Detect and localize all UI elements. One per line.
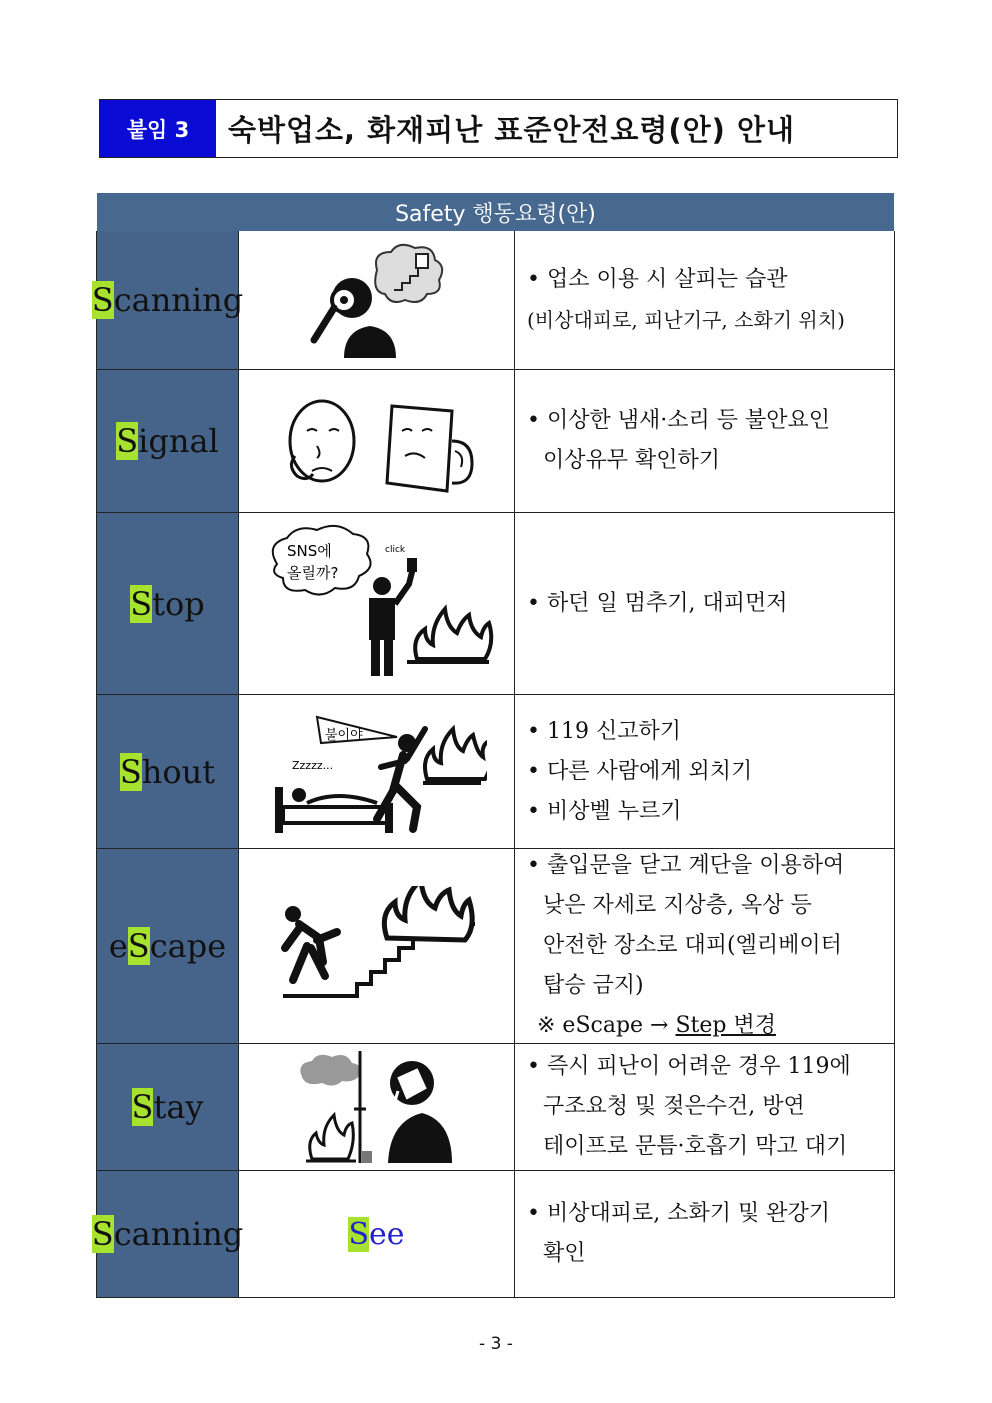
wet-towel-wait-icon [292, 1047, 462, 1167]
stay-illustration [239, 1044, 515, 1170]
step-name [97, 513, 239, 694]
step-initial: S [131, 1088, 154, 1126]
description-line: • 즉시 피난이 어려운 경우 119에 [527, 1054, 851, 1079]
step-rest: ignal [138, 422, 219, 460]
step-initial: S [116, 422, 139, 460]
description-line: 테이프로 문틈·호흡기 막고 대기 [543, 1134, 848, 1159]
step-initial: S [119, 752, 142, 791]
bubble-line-2: 올릴까? [286, 563, 338, 582]
step-initial: S [127, 927, 150, 965]
note-prefix: ※ eScape → [537, 1013, 676, 1038]
shout-bubble-text: 불이야 [324, 727, 363, 743]
description-line: 이상유무 확인하기 [543, 448, 721, 473]
page-number: - 3 - [479, 1334, 513, 1354]
description-line: • 비상대피로, 소화기 및 완강기 [527, 1201, 830, 1226]
step-rest: canning [113, 1215, 244, 1253]
table-row [96, 370, 895, 513]
scanning-illustration [239, 231, 515, 369]
see-initial: S [348, 1216, 370, 1252]
phone-person-fire-icon [257, 524, 497, 684]
table-row [96, 513, 895, 695]
description-line: 안전한 장소로 대피(엘리베이터 [543, 933, 842, 958]
description-line: • 이상한 냄새·소리 등 불안요인 [527, 408, 830, 433]
step-rest: tay [153, 1088, 204, 1126]
table-row [96, 1044, 895, 1171]
see-rest: ee [369, 1216, 405, 1252]
description-line: 탑승 금지) [543, 973, 644, 998]
step-initial: S [91, 281, 114, 319]
title-box [99, 99, 898, 158]
description-line: • 출입문을 닫고 계단을 이용하여 [527, 853, 845, 878]
escape-note [527, 1006, 884, 1046]
step-initial: S [130, 584, 153, 623]
shout-illustration [239, 695, 515, 848]
attachment-tag: 붙임 3 [100, 100, 216, 157]
step-description [515, 231, 894, 369]
table-row [96, 695, 895, 849]
step-description [515, 695, 894, 848]
step-rest: canning [113, 281, 244, 319]
description-line: 구조요청 및 젖은수건, 방연 [543, 1094, 805, 1119]
description-line: (비상대피로, 피난기구, 소화기 위치) [527, 308, 845, 332]
step-name [97, 695, 239, 848]
sleep-text: Zzzzz... [291, 758, 333, 772]
step-description [515, 1044, 894, 1170]
step-name [91, 1171, 244, 1297]
step-description [515, 370, 894, 512]
step-description [515, 513, 894, 694]
page-title: 숙박업소, 화재피난 표준안전요령(안) 안내 [228, 113, 796, 147]
description-line: 낮은 자세로 지상층, 옥상 등 [543, 893, 812, 918]
step-rest: cape [149, 927, 227, 965]
description-line: • 업소 이용 시 살피는 습관 [527, 267, 788, 292]
step-name [91, 231, 244, 369]
step-name [97, 1044, 239, 1170]
table-row [96, 849, 895, 1044]
step-rest: hout [141, 752, 216, 791]
stop-illustration [239, 513, 515, 694]
step-rest: top [152, 584, 205, 623]
table-header: Safety 행동요령(안) [97, 193, 894, 231]
step-name [97, 849, 239, 1043]
description-line: 확인 [543, 1241, 586, 1266]
step-description [515, 849, 894, 1043]
description-line: • 비상벨 누르기 [527, 798, 682, 824]
shouting-person-bed-fire-icon [267, 707, 487, 837]
description-line: • 다른 사람에게 외치기 [527, 758, 753, 784]
step-description [515, 1171, 894, 1297]
table-row [91, 1171, 895, 1298]
table-row [91, 231, 895, 370]
magnifier-person-icon [302, 240, 452, 360]
step-change-note: Step 변경 [675, 1013, 776, 1038]
escape-illustration [239, 849, 515, 1043]
click-label: click [384, 544, 405, 555]
description-line: • 하던 일 멈추기, 대피먼저 [527, 590, 788, 616]
description-line: • 119 신고하기 [527, 718, 681, 744]
signal-illustration [239, 370, 515, 512]
see-cell [239, 1171, 515, 1297]
step-name [97, 370, 239, 512]
see-label [348, 1217, 404, 1252]
sniff-listen-faces-icon [277, 386, 477, 496]
stairs-escape-fire-icon [277, 886, 477, 1006]
step-prefix: e [108, 927, 128, 965]
bubble-line-1: SNS에 [286, 541, 332, 560]
step-initial: S [91, 1215, 114, 1253]
